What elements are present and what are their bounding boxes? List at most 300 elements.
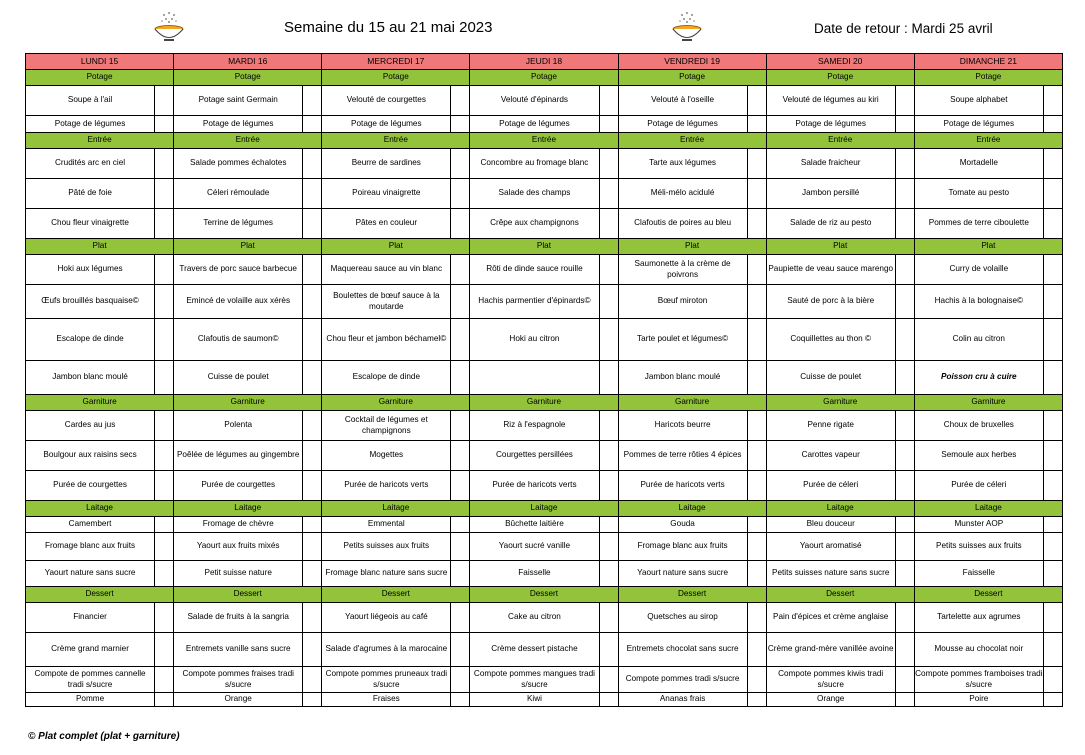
blank-cell	[747, 255, 766, 285]
menu-item: Travers de porc sauce barbecue	[174, 255, 303, 285]
menu-item: Mortadelle	[914, 149, 1043, 179]
blank-cell	[895, 179, 914, 209]
menu-item: Petits suisses nature sans sucre	[766, 561, 895, 587]
return-date: Date de retour : Mardi 25 avril	[814, 21, 993, 36]
menu-row	[26, 255, 1063, 285]
menu-item: Potage de légumes	[766, 116, 895, 133]
menu-row	[26, 86, 1063, 116]
menu-item: Cardes au jus	[26, 411, 155, 441]
blank-cell	[599, 285, 618, 319]
menu-item: Boulettes de bœuf sauce à la moutarde	[322, 285, 451, 319]
blank-cell	[895, 667, 914, 693]
blank-cell	[155, 411, 174, 441]
menu-item: Petits suisses aux fruits	[914, 533, 1043, 561]
section-label: Entrée	[618, 133, 766, 149]
section-header-row	[26, 587, 1063, 603]
blank-cell	[747, 517, 766, 533]
blank-cell	[747, 471, 766, 501]
day-header: VENDREDI 19	[618, 54, 766, 70]
blank-cell	[599, 667, 618, 693]
section-label: Garniture	[322, 395, 470, 411]
blank-cell	[155, 319, 174, 361]
blank-cell	[895, 533, 914, 561]
menu-item: Potage de légumes	[322, 116, 451, 133]
menu-item: Yaourt liégeois au café	[322, 603, 451, 633]
blank-cell	[895, 149, 914, 179]
blank-cell	[895, 693, 914, 707]
blank-cell	[451, 441, 470, 471]
blank-cell	[451, 517, 470, 533]
menu-item: Penne rigate	[766, 411, 895, 441]
blank-cell	[155, 86, 174, 116]
menu-item: Purée de courgettes	[174, 471, 303, 501]
menu-item: Fromage blanc aux fruits	[618, 533, 747, 561]
blank-cell	[1043, 517, 1062, 533]
blank-cell	[599, 441, 618, 471]
blank-cell	[599, 533, 618, 561]
menu-row	[26, 693, 1063, 707]
menu-item: Compote pommes tradi s/sucre	[618, 667, 747, 693]
menu-item: Potage de légumes	[618, 116, 747, 133]
section-label: Garniture	[766, 395, 914, 411]
menu-item: Saumonette à la crème de poivrons	[618, 255, 747, 285]
menu-item: Crêpe aux champignons	[470, 209, 599, 239]
menu-item: Fromage de chèvre	[174, 517, 303, 533]
menu-item: Velouté à l'oseille	[618, 86, 747, 116]
menu-item: Compote de pommes cannelle tradi s/sucre	[26, 667, 155, 693]
section-header-row	[26, 239, 1063, 255]
blank-cell	[895, 561, 914, 587]
section-label: Garniture	[174, 395, 322, 411]
blank-cell	[303, 319, 322, 361]
blank-cell	[747, 209, 766, 239]
menu-row	[26, 667, 1063, 693]
menu-item: Jambon persillé	[766, 179, 895, 209]
blank-cell	[303, 693, 322, 707]
blank-cell	[155, 633, 174, 667]
menu-item: Cuisse de poulet	[174, 361, 303, 395]
day-header: MARDI 16	[174, 54, 322, 70]
blank-cell	[303, 361, 322, 395]
menu-item: Orange	[174, 693, 303, 707]
blank-cell	[451, 149, 470, 179]
day-header-row	[26, 54, 1063, 70]
blank-cell	[895, 603, 914, 633]
menu-row	[26, 361, 1063, 395]
section-label: Potage	[174, 70, 322, 86]
blank-cell	[895, 255, 914, 285]
footnote: © Plat complet (plat + garniture)	[28, 731, 180, 742]
section-header-row	[26, 395, 1063, 411]
blank-cell	[451, 255, 470, 285]
section-label: Plat	[174, 239, 322, 255]
menu-item: Pain d'épices et crème anglaise	[766, 603, 895, 633]
blank-cell	[747, 667, 766, 693]
menu-item: Faisselle	[470, 561, 599, 587]
blank-cell	[747, 149, 766, 179]
menu-item: Poire	[914, 693, 1043, 707]
menu-item: Crème grand-mère vanillée avoine	[766, 633, 895, 667]
blank-cell	[1043, 116, 1062, 133]
menu-item: Mousse au chocolat noir	[914, 633, 1043, 667]
blank-cell	[303, 179, 322, 209]
menu-row	[26, 603, 1063, 633]
blank-cell	[747, 86, 766, 116]
blank-cell	[1043, 667, 1062, 693]
menu-item: Hachis parmentier d'épinards©	[470, 285, 599, 319]
blank-cell	[303, 86, 322, 116]
menu-item: Yaourt nature sans sucre	[26, 561, 155, 587]
blank-cell	[451, 633, 470, 667]
menu-item: Salade de fruits à la sangria	[174, 603, 303, 633]
menu-item: Compote pommes fraises tradi s/sucre	[174, 667, 303, 693]
menu-row	[26, 471, 1063, 501]
blank-cell	[895, 633, 914, 667]
blank-cell	[303, 633, 322, 667]
menu-item: Maquereau sauce au vin blanc	[322, 255, 451, 285]
section-label: Dessert	[618, 587, 766, 603]
blank-cell	[599, 411, 618, 441]
section-label: Potage	[26, 70, 174, 86]
menu-item: Fromage blanc nature sans sucre	[322, 561, 451, 587]
blank-cell	[155, 561, 174, 587]
page-header	[0, 0, 1085, 52]
menu-row	[26, 633, 1063, 667]
menu-item: Pâté de foie	[26, 179, 155, 209]
blank-cell	[451, 86, 470, 116]
menu-item: Carottes vapeur	[766, 441, 895, 471]
menu-item: Hoki au citron	[470, 319, 599, 361]
menu-item: Pommes de terre rôties 4 épices	[618, 441, 747, 471]
section-label: Entrée	[766, 133, 914, 149]
blank-cell	[599, 603, 618, 633]
blank-cell	[451, 319, 470, 361]
menu-item: Velouté d'épinards	[470, 86, 599, 116]
blank-cell	[747, 603, 766, 633]
blank-cell	[599, 209, 618, 239]
blank-cell	[895, 209, 914, 239]
menu-row	[26, 209, 1063, 239]
section-label: Plat	[26, 239, 174, 255]
menu-item: Fromage blanc aux fruits	[26, 533, 155, 561]
menu-item: Œufs brouillés basquaise©	[26, 285, 155, 319]
menu-item: Quetsches au sirop	[618, 603, 747, 633]
menu-item: Ananas frais	[618, 693, 747, 707]
menu-item: Munster AOP	[914, 517, 1043, 533]
day-header: MERCREDI 17	[322, 54, 470, 70]
menu-item: Emmental	[322, 517, 451, 533]
menu-item: Purée de haricots verts	[322, 471, 451, 501]
menu-item: Petits suisses aux fruits	[322, 533, 451, 561]
section-label: Laitage	[322, 501, 470, 517]
menu-item: Entremets chocolat sans sucre	[618, 633, 747, 667]
blank-cell	[599, 116, 618, 133]
menu-item: Emincé de volaille aux xérès	[174, 285, 303, 319]
menu-item: Soupe à l'ail	[26, 86, 155, 116]
menu-item: Petit suisse nature	[174, 561, 303, 587]
blank-cell	[747, 561, 766, 587]
blank-cell	[1043, 603, 1062, 633]
day-header: JEUDI 18	[470, 54, 618, 70]
menu-item: Coquillettes au thon ©	[766, 319, 895, 361]
menu-item: Tartelette aux agrumes	[914, 603, 1043, 633]
menu-item: Pommes de terre ciboulette	[914, 209, 1043, 239]
menu-item: Purée de céleri	[766, 471, 895, 501]
menu-row	[26, 116, 1063, 133]
blank-cell	[895, 86, 914, 116]
menu-item: Soupe alphabet	[914, 86, 1043, 116]
blank-cell	[1043, 179, 1062, 209]
menu-row	[26, 149, 1063, 179]
blank-cell	[1043, 285, 1062, 319]
menu-item: Choux de bruxelles	[914, 411, 1043, 441]
section-label: Potage	[766, 70, 914, 86]
menu-item: Méli-mélo acidulé	[618, 179, 747, 209]
blank-cell	[895, 517, 914, 533]
menu-item: Beurre de sardines	[322, 149, 451, 179]
menu-item: Boulgour aux raisins secs	[26, 441, 155, 471]
menu-item: Crème dessert pistache	[470, 633, 599, 667]
blank-cell	[155, 533, 174, 561]
blank-cell	[451, 179, 470, 209]
blank-cell	[303, 411, 322, 441]
menu-item: Potage de légumes	[914, 116, 1043, 133]
section-label: Dessert	[26, 587, 174, 603]
blank-cell	[747, 361, 766, 395]
blank-cell	[303, 561, 322, 587]
menu-item: Compote pommes kiwis tradi s/sucre	[766, 667, 895, 693]
menu-item: Purée de céleri	[914, 471, 1043, 501]
section-label: Potage	[618, 70, 766, 86]
menu-item: Tomate au pesto	[914, 179, 1043, 209]
menu-row	[26, 533, 1063, 561]
blank-cell	[747, 116, 766, 133]
blank-cell	[895, 411, 914, 441]
day-header: DIMANCHE 21	[914, 54, 1062, 70]
blank-cell	[303, 471, 322, 501]
menu-item: Haricots beurre	[618, 411, 747, 441]
blank-cell	[451, 471, 470, 501]
section-label: Plat	[618, 239, 766, 255]
section-label: Garniture	[470, 395, 618, 411]
menu-item: Faisselle	[914, 561, 1043, 587]
section-label: Dessert	[322, 587, 470, 603]
menu-item: Yaourt sucré vanille	[470, 533, 599, 561]
menu-item: Bœuf miroton	[618, 285, 747, 319]
menu-row	[26, 179, 1063, 209]
section-label: Entrée	[26, 133, 174, 149]
section-label: Potage	[470, 70, 618, 86]
blank-cell	[895, 116, 914, 133]
blank-cell	[155, 361, 174, 395]
blank-cell	[599, 86, 618, 116]
menu-item: Semoule aux herbes	[914, 441, 1043, 471]
menu-item: Tarte poulet et légumes©	[618, 319, 747, 361]
blank-cell	[747, 633, 766, 667]
menu-item	[470, 361, 599, 395]
blank-cell	[1043, 633, 1062, 667]
blank-cell	[599, 149, 618, 179]
blank-cell	[303, 116, 322, 133]
menu-item: Orange	[766, 693, 895, 707]
blank-cell	[303, 533, 322, 561]
menu-item: Pâtes en couleur	[322, 209, 451, 239]
blank-cell	[599, 255, 618, 285]
section-label: Laitage	[914, 501, 1062, 517]
menu-item: Cake au citron	[470, 603, 599, 633]
menu-item: Céleri rémoulade	[174, 179, 303, 209]
blank-cell	[451, 533, 470, 561]
menu-item: Purée de haricots verts	[618, 471, 747, 501]
section-header-row	[26, 133, 1063, 149]
menu-item: Cocktail de légumes et champignons	[322, 411, 451, 441]
menu-item: Purée de haricots verts	[470, 471, 599, 501]
menu-item: Riz à l'espagnole	[470, 411, 599, 441]
menu-item: Compote pommes framboises tradi s/sucre	[914, 667, 1043, 693]
section-header-row	[26, 501, 1063, 517]
blank-cell	[747, 693, 766, 707]
blank-cell	[599, 633, 618, 667]
menu-item: Yaourt nature sans sucre	[618, 561, 747, 587]
section-label: Garniture	[914, 395, 1062, 411]
page-title: Semaine du 15 au 21 mai 2023	[284, 19, 493, 36]
blank-cell	[303, 603, 322, 633]
menu-item: Paupiette de veau sauce marengo	[766, 255, 895, 285]
menu-item: Hoki aux légumes	[26, 255, 155, 285]
blank-cell	[155, 667, 174, 693]
blank-cell	[155, 517, 174, 533]
section-label: Entrée	[470, 133, 618, 149]
blank-cell	[451, 361, 470, 395]
menu-item: Yaourt aux fruits mixés	[174, 533, 303, 561]
blank-cell	[155, 255, 174, 285]
blank-cell	[451, 603, 470, 633]
menu-item: Potage saint Germain	[174, 86, 303, 116]
blank-cell	[1043, 149, 1062, 179]
section-label: Entrée	[322, 133, 470, 149]
blank-cell	[155, 471, 174, 501]
blank-cell	[155, 116, 174, 133]
menu-item: Clafoutis de poires au bleu	[618, 209, 747, 239]
menu-item: Salade des champs	[470, 179, 599, 209]
menu-item: Cuisse de poulet	[766, 361, 895, 395]
menu-item: Polenta	[174, 411, 303, 441]
section-label: Plat	[766, 239, 914, 255]
section-label: Plat	[322, 239, 470, 255]
blank-cell	[451, 285, 470, 319]
section-label: Laitage	[26, 501, 174, 517]
menu-item: Crudités arc en ciel	[26, 149, 155, 179]
menu-item: Terrine de légumes	[174, 209, 303, 239]
blank-cell	[155, 209, 174, 239]
blank-cell	[599, 517, 618, 533]
menu-item: Poêlée de légumes au gingembre	[174, 441, 303, 471]
menu-item: Escalope de dinde	[26, 319, 155, 361]
menu-item: Crème grand marnier	[26, 633, 155, 667]
section-label: Dessert	[470, 587, 618, 603]
day-header: LUNDI 15	[26, 54, 174, 70]
blank-cell	[599, 179, 618, 209]
blank-cell	[1043, 471, 1062, 501]
menu-item: Salade fraicheur	[766, 149, 895, 179]
menu-item: Potage de légumes	[174, 116, 303, 133]
blank-cell	[747, 533, 766, 561]
section-label: Dessert	[914, 587, 1062, 603]
blank-cell	[1043, 441, 1062, 471]
menu-item: Poireau vinaigrette	[322, 179, 451, 209]
blank-cell	[895, 361, 914, 395]
section-label: Laitage	[618, 501, 766, 517]
menu-item: Gouda	[618, 517, 747, 533]
menu-item: Potage de légumes	[26, 116, 155, 133]
blank-cell	[1043, 209, 1062, 239]
blank-cell	[303, 149, 322, 179]
menu-item: Hachis à la bolognaise©	[914, 285, 1043, 319]
section-label: Potage	[914, 70, 1062, 86]
day-header: SAMEDI 20	[766, 54, 914, 70]
menu-row	[26, 411, 1063, 441]
menu-item: Velouté de légumes au kiri	[766, 86, 895, 116]
section-label: Entrée	[174, 133, 322, 149]
blank-cell	[155, 441, 174, 471]
blank-cell	[747, 411, 766, 441]
menu-item: Bûchette laitière	[470, 517, 599, 533]
menu-item: Poisson cru à cuire	[914, 361, 1043, 395]
menu-item: Jambon blanc moulé	[26, 361, 155, 395]
menu-item: Bleu douceur	[766, 517, 895, 533]
blank-cell	[155, 693, 174, 707]
menu-item: Salade d'agrumes à la marocaine	[322, 633, 451, 667]
section-label: Garniture	[618, 395, 766, 411]
blank-cell	[1043, 533, 1062, 561]
menu-row	[26, 441, 1063, 471]
menu-item: Rôti de dinde sauce rouille	[470, 255, 599, 285]
blank-cell	[303, 255, 322, 285]
menu-item: Salade pommes échalotes	[174, 149, 303, 179]
menu-row	[26, 561, 1063, 587]
menu-item: Sauté de porc à la bière	[766, 285, 895, 319]
blank-cell	[451, 116, 470, 133]
blank-cell	[303, 285, 322, 319]
section-label: Potage	[322, 70, 470, 86]
menu-item: Mogettes	[322, 441, 451, 471]
menu-item: Chou fleur vinaigrette	[26, 209, 155, 239]
menu-item: Velouté de courgettes	[322, 86, 451, 116]
section-label: Dessert	[174, 587, 322, 603]
menu-item: Pomme	[26, 693, 155, 707]
blank-cell	[895, 285, 914, 319]
menu-item: Courgettes persillées	[470, 441, 599, 471]
blank-cell	[599, 693, 618, 707]
blank-cell	[1043, 561, 1062, 587]
blank-cell	[451, 411, 470, 441]
section-label: Laitage	[174, 501, 322, 517]
blank-cell	[599, 361, 618, 395]
section-label: Laitage	[766, 501, 914, 517]
blank-cell	[303, 209, 322, 239]
section-header-row	[26, 70, 1063, 86]
blank-cell	[599, 471, 618, 501]
menu-item: Entremets vanille sans sucre	[174, 633, 303, 667]
section-label: Garniture	[26, 395, 174, 411]
menu-item: Curry de volaille	[914, 255, 1043, 285]
blank-cell	[303, 517, 322, 533]
blank-cell	[895, 441, 914, 471]
section-label: Laitage	[470, 501, 618, 517]
section-label: Plat	[470, 239, 618, 255]
weekly-menu-table	[25, 53, 1063, 707]
menu-row	[26, 319, 1063, 361]
